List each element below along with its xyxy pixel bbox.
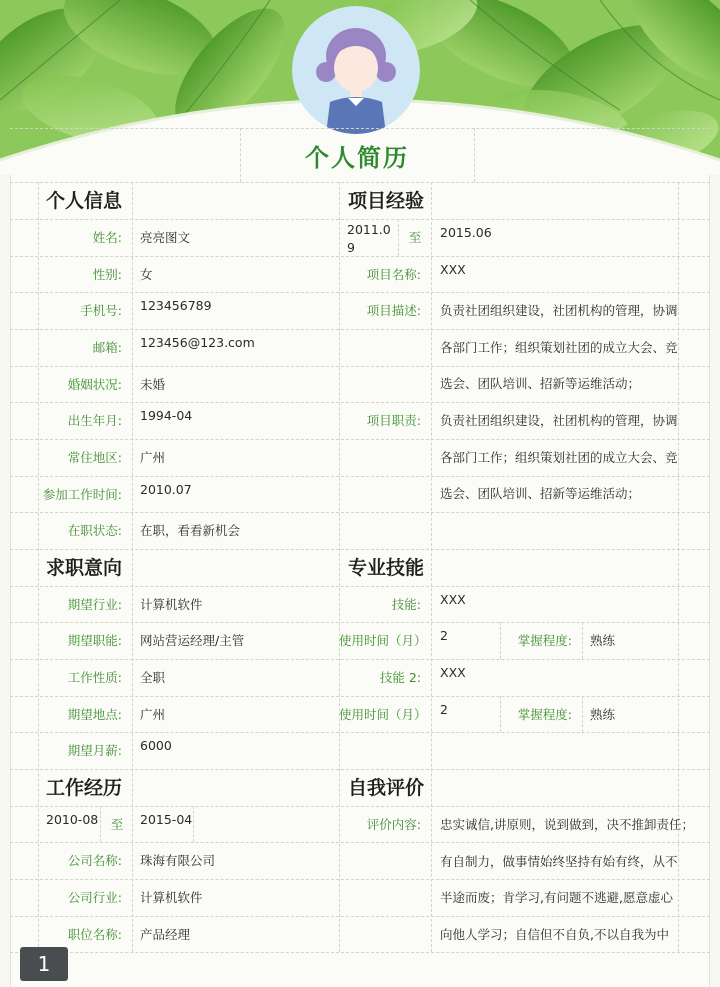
field-value-residence: 广州 — [140, 450, 166, 465]
skill-level-value-1: 熟练 — [590, 633, 616, 648]
work-label-position: 职位名称: — [67, 927, 122, 942]
grid-line — [474, 128, 475, 182]
section-heading-personal: 个人信息 — [46, 190, 123, 212]
self-eval-label: 评价内容: — [366, 817, 421, 832]
intent-label-location: 期望地点: — [67, 707, 122, 722]
project-duty-label: 项目职责: — [366, 413, 421, 428]
work-label-industry: 公司行业: — [67, 890, 122, 905]
project-start-line1: 2011.0 — [347, 222, 391, 237]
field-label-birth: 出生年月: — [67, 413, 122, 428]
field-value-marital: 未婚 — [140, 377, 166, 392]
work-value-position: 产品经理 — [140, 927, 191, 942]
skill-level-value-2: 熟练 — [590, 707, 616, 722]
work-value-company: 珠海有限公司 — [140, 853, 216, 868]
section-heading-skills: 专业技能 — [348, 557, 425, 579]
grid-line — [582, 696, 583, 732]
self-eval-line: 有自制力，做事情始终坚持有始有终，从不 — [440, 853, 678, 869]
field-label-work-start: 参加工作时间: — [42, 487, 122, 502]
field-label-marital: 婚姻状况: — [67, 377, 122, 392]
self-eval-line: 忠实诚信,讲原则，说到做到，决不推卸责任； — [440, 817, 694, 832]
project-duty-text — [440, 403, 678, 513]
field-label-status: 在职状态: — [67, 523, 122, 538]
intent-value-type: 全职 — [140, 670, 166, 685]
section-heading-self-eval: 自我评价 — [348, 777, 425, 799]
field-value-email: 123456@123.com — [140, 335, 255, 350]
intent-value-location: 广州 — [140, 707, 166, 722]
field-label-name: 姓名: — [92, 230, 122, 245]
project-to-label: 至 — [408, 230, 422, 245]
grid-line — [193, 806, 194, 842]
field-value-name: 亮亮图文 — [140, 230, 191, 245]
work-start-date: 2010-08 — [46, 812, 99, 827]
project-desc-text — [440, 293, 678, 403]
intent-label-industry: 期望行业: — [67, 597, 122, 612]
skill-label-2: 技能 2: — [379, 670, 421, 685]
self-eval-line: 半途而废；肯学习,有问题不逃避,愿意虚心 — [440, 890, 673, 905]
field-label-phone: 手机号: — [80, 303, 122, 318]
field-label-residence: 常住地区: — [67, 450, 122, 465]
field-label-gender: 性别: — [92, 267, 122, 282]
project-start-date — [347, 221, 391, 257]
avatar — [292, 6, 420, 134]
work-end-date: 2015-04 — [140, 812, 193, 827]
skill-value-2: XXX — [440, 665, 466, 680]
field-value-work-start: 2010.07 — [140, 482, 192, 497]
project-desc-line: 选会、团队培训、招新等运维活动； — [440, 376, 641, 391]
girl-avatar-icon — [292, 6, 420, 134]
grid-line — [10, 128, 710, 129]
skill-label-1: 技能: — [391, 597, 421, 612]
field-value-status: 在职，看看新机会 — [140, 523, 241, 538]
project-name-value: XXX — [440, 262, 466, 277]
field-label-email: 邮箱: — [92, 340, 122, 355]
page-title: 个人简历 — [305, 144, 409, 172]
project-duty-line: 选会、团队培训、招新等运维活动； — [440, 486, 641, 501]
project-desc-line: 负责社团组织建设，社团机构的管理，协调 — [440, 303, 678, 318]
skill-level-label-1: 掌握程度: — [517, 633, 572, 648]
project-name-label: 项目名称: — [366, 267, 421, 282]
self-eval-line: 向他人学习；自信但不自负,不以自我为中 — [440, 926, 669, 942]
project-duty-line: 负责社团组织建设，社团机构的管理，协调 — [440, 413, 678, 428]
grid-line — [431, 182, 432, 952]
project-start-line2: 9 — [347, 240, 355, 255]
project-end-date: 2015.06 — [440, 225, 492, 240]
skill-level-label-2: 掌握程度: — [517, 707, 572, 722]
field-value-birth: 1994-04 — [140, 408, 193, 423]
skill-duration-label-1: 使用时间（月） — [339, 633, 427, 648]
work-value-industry: 计算机软件 — [140, 890, 203, 905]
skill-duration-value-1: 2 — [440, 628, 448, 643]
work-to-label: 至 — [110, 817, 124, 832]
self-eval-text — [440, 807, 694, 953]
intent-label-type: 工作性质: — [67, 670, 122, 685]
intent-label-salary: 期望月薪: — [67, 743, 122, 758]
intent-value-function: 网站营运经理/主管 — [140, 633, 245, 648]
intent-label-function: 期望职能: — [67, 633, 122, 648]
project-desc-line: 各部门工作；组织策划社团的成立大会、竞 — [440, 339, 678, 355]
intent-value-salary: 6000 — [140, 738, 172, 753]
section-heading-intent: 求职意向 — [46, 557, 123, 579]
grid-line — [240, 128, 241, 182]
project-desc-label: 项目描述: — [366, 303, 421, 318]
skill-value-1: XXX — [440, 592, 466, 607]
grid-line — [582, 622, 583, 659]
project-duty-line: 各部门工作；组织策划社团的成立大会、竞 — [440, 449, 678, 465]
field-value-gender: 女 — [140, 267, 153, 282]
intent-value-industry: 计算机软件 — [140, 597, 203, 612]
page-number-badge[interactable]: 1 — [20, 947, 68, 981]
field-value-phone: 123456789 — [140, 298, 212, 313]
section-heading-project: 项目经验 — [348, 190, 425, 212]
skill-duration-label-2: 使用时间（月） — [339, 707, 427, 722]
work-label-company: 公司名称: — [67, 853, 122, 868]
skill-duration-value-2: 2 — [440, 702, 448, 717]
section-heading-work: 工作经历 — [46, 777, 123, 799]
